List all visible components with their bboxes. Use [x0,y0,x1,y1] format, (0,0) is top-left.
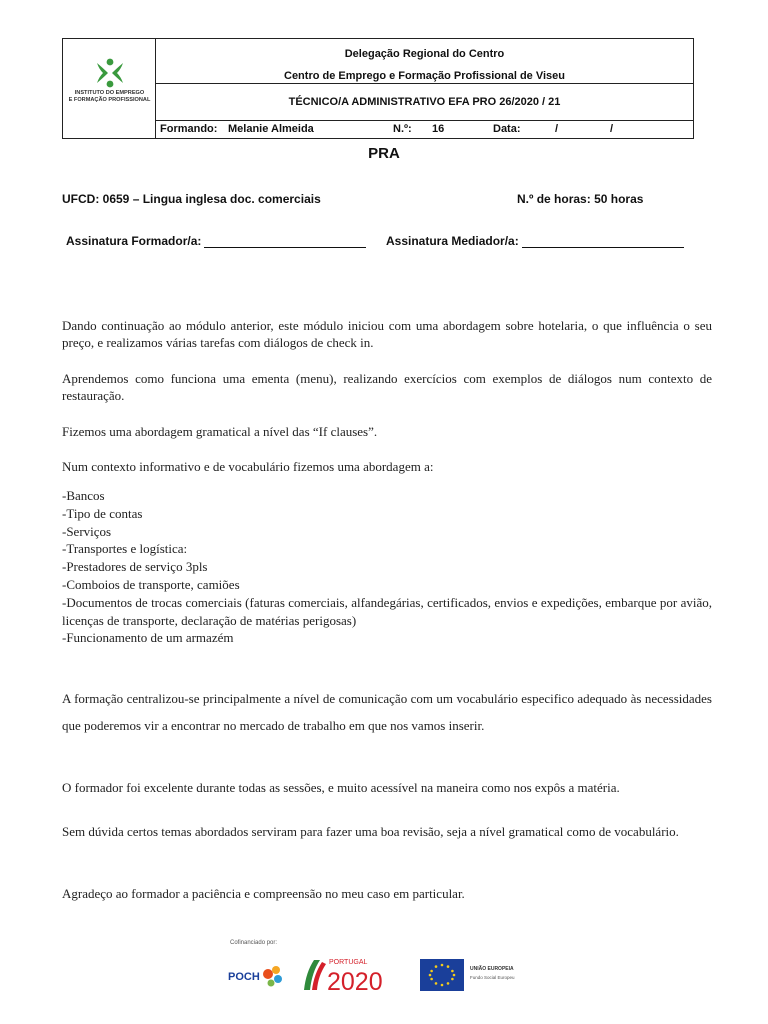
paragraph-4: Num contexto informativo e de vocabulário fizemos uma abordagem a: [62,459,434,474]
paragraph-7: Sem dúvida certos temas abordados serviram para fazer uma boa revisão, seja a nível gramatical como de vocabulário. [62,824,679,839]
paragraph-3: Fizemos uma abordagem gramatical a nível das “If clauses”. [62,424,378,439]
portugal-text: PORTUGAL [329,959,368,966]
signature-formador-line [204,235,366,248]
logo-text-line2: E FORMAÇÃO PROFISSIONAL [68,97,151,103]
topics-list [62,487,712,647]
paragraph-1: Dando continuação ao módulo anterior, este módulo iniciou com uma abordagem sobre hotelaria, o que influência o seu preço, e realizamos várias tarefas com diálogos de check in. [62,318,712,350]
list-item: -Serviços [62,523,112,539]
org-line1: Delegação Regional do Centro [344,48,505,60]
hours-label: N.º de horas: 50 horas [517,192,644,206]
header-table [62,38,694,139]
logo-text [65,90,154,104]
paragraph-2: Aprendemos como funciona uma ementa (menu), realizando exercícios com exemplos de diálogos num contexto de restauração. [62,371,712,403]
ue-line1: UNIÃO EUROPEIA [470,966,514,972]
course-title: TÉCNICO/A ADMINISTRATIVO EFA PRO 26/2020 / 21 [288,96,561,108]
list-item: -Tipo de contas [62,505,143,521]
signature-formador [66,234,366,248]
poch-logo-icon [228,960,288,992]
logo-cell [63,39,156,138]
formando-name: Melanie Almeida [228,123,314,135]
signature-mediador [386,234,684,248]
numero-value: 16 [432,123,445,135]
data-label: Data: [493,123,521,135]
ief-logo-icon [93,57,127,89]
poch-text: POCH [228,971,260,983]
paragraph-6: O formador foi excelente durante todas as sessões, e muito acessível na maneira como nos expôs a matéria. [62,780,620,795]
list-item: -Comboios de transporte, camiões [62,576,240,592]
header-course-row [156,84,693,121]
signature-formador-label: Assinatura Formador/a: [66,234,202,248]
list-item: -Bancos [62,488,105,503]
ue-line2: Fundo Social Europeu [470,975,515,980]
cofinanciado-label: Cofinanciado por: [230,940,278,946]
signature-mediador-label: Assinatura Mediador/a: [386,234,519,248]
paragraph-5: A formação centralizou-se principalmente a nível de comunicação com um vocabulário especifico adequado às necessidades que poderemos vir a encontrar no mercado de trabalho em que nos vamos inserir. [62,691,712,733]
data-sep1: / [555,123,559,135]
ufcd-label: UFCD: 0659 – Lingua inglesa doc. comerciais [62,192,321,206]
numero-label: N.º: [393,123,412,135]
header-org-row [156,39,693,84]
logo-text-line1: INSTITUTO DO EMPREGO [74,90,145,96]
signature-mediador-line [522,235,684,248]
doc-title: PRA [368,145,400,162]
header-trainee-row [156,121,693,138]
list-item: -Documentos de trocas comerciais (faturas comerciais, alfandegárias, certificados, envios e expedições, embarque por avião, licenças de transporte, declaração de matérias perigosas) [62,594,712,628]
eu-flag-icon [418,957,526,995]
list-item: -Funcionamento de um armazém [62,630,234,646]
list-item: -Prestadores de serviço 3pls [62,559,208,575]
org-line2: Centro de Emprego e Formação Profissional de Viseu [284,70,565,82]
list-item: -Transportes e logística: [62,541,188,557]
paragraph-8: Agradeço ao formador a paciência e compreensão no meu caso em particular. [62,886,465,901]
data-sep2: / [610,123,614,135]
portugal-2020-logo-icon [302,954,406,994]
formando-label: Formando: [160,123,218,135]
year-text: 2020 [327,968,383,994]
